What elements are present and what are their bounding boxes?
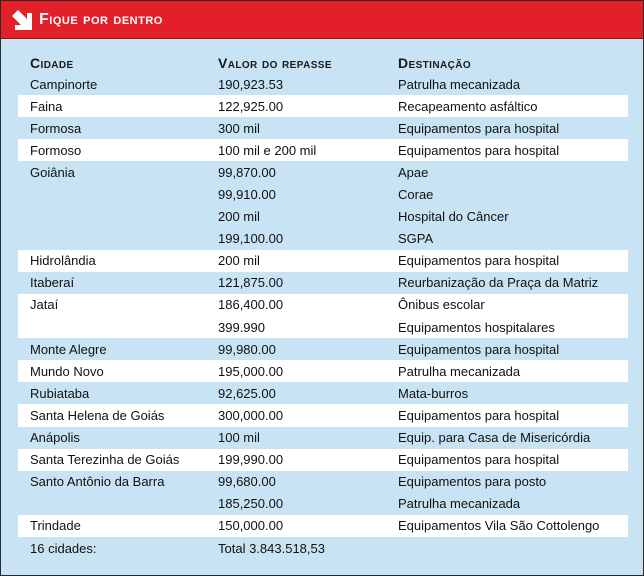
value-cell: 200 mil xyxy=(218,209,260,225)
destination-cell: Apae xyxy=(398,164,429,180)
destination-cell: Equipamentos hospitalares xyxy=(398,319,555,335)
city-cell: Goiânia xyxy=(30,164,75,180)
table-row xyxy=(18,183,628,205)
table-row xyxy=(18,228,628,250)
city-cell: Santo Antônio da Barra xyxy=(30,474,165,490)
value-cell: 99,680.00 xyxy=(218,474,276,490)
value-cell: 100 mil e 200 mil xyxy=(218,142,317,158)
destination-cell: Reurbanização da Praça da Matriz xyxy=(398,275,599,291)
value-cell: 200 mil xyxy=(218,253,260,269)
value-cell: 122,925.00 xyxy=(218,98,284,114)
city-cell: Santa Terezinha de Goiás xyxy=(30,452,180,468)
destination-cell: Patrulha mecanizada xyxy=(398,496,521,512)
destination-cell: Corae xyxy=(398,187,434,203)
city-cell: 16 cidades: xyxy=(30,540,97,556)
table-row xyxy=(18,360,628,382)
city-cell: Trindade xyxy=(30,518,81,534)
value-cell: 199,990.00 xyxy=(218,452,284,468)
city-cell: Hidrolândia xyxy=(30,253,96,269)
value-cell: 99,870.00 xyxy=(218,164,276,180)
column-header-destination: Destinação xyxy=(398,55,472,71)
column-header-value: Valor do repasse xyxy=(218,55,332,71)
table-row xyxy=(18,427,628,449)
value-cell: 99,980.00 xyxy=(218,341,276,357)
table-row xyxy=(18,139,628,161)
box-header xyxy=(1,1,643,39)
city-cell: Mundo Novo xyxy=(30,363,104,379)
column-header-city: Cidade xyxy=(30,55,74,71)
destination-cell: Hospital do Câncer xyxy=(398,209,509,225)
value-cell: 300,000.00 xyxy=(218,407,284,423)
value-cell: 186,400.00 xyxy=(218,297,284,313)
table-row xyxy=(18,161,628,183)
arrow-down-right-icon xyxy=(11,9,33,31)
city-cell: Formoso xyxy=(30,142,82,158)
table-row xyxy=(18,382,628,404)
destination-cell: Equip. para Casa de Misericórdia xyxy=(398,430,591,446)
city-cell: Santa Helena de Goiás xyxy=(30,407,165,423)
table-row xyxy=(18,493,628,515)
value-cell: 199,100.00 xyxy=(218,231,284,247)
box-title: Fique por dentro xyxy=(39,11,163,28)
table-row xyxy=(18,449,628,471)
destination-cell: Equipamentos para hospital xyxy=(398,452,560,468)
value-cell: 195,000.00 xyxy=(218,363,284,379)
destination-cell: Equipamentos para hospital xyxy=(398,341,560,357)
table-row xyxy=(18,250,628,272)
destination-cell: Equipamentos para hospital xyxy=(398,120,560,136)
destination-cell: Mata-burros xyxy=(398,385,469,401)
value-cell: 150,000.00 xyxy=(218,518,284,534)
destination-cell: SGPA xyxy=(398,231,434,247)
destination-cell: Ônibus escolar xyxy=(398,297,485,313)
city-cell: Rubiataba xyxy=(30,385,90,401)
table-row xyxy=(18,316,628,338)
table-row xyxy=(18,338,628,360)
table-header-row xyxy=(18,53,628,73)
destination-cell: Equipamentos para hospital xyxy=(398,142,560,158)
table-row xyxy=(18,117,628,139)
table-row xyxy=(18,471,628,493)
destination-cell: Patrulha mecanizada xyxy=(398,76,521,92)
city-cell: Anápolis xyxy=(30,430,80,446)
city-cell: Campinorte xyxy=(30,76,98,92)
table-body xyxy=(18,73,628,559)
city-cell: Formosa xyxy=(30,120,82,136)
destination-cell: Equipamentos para posto xyxy=(398,474,547,490)
destination-cell: Equipamentos para hospital xyxy=(398,253,560,269)
table-row xyxy=(18,206,628,228)
value-cell: 190,923.53 xyxy=(218,76,284,92)
city-cell: Faina xyxy=(30,98,63,114)
table-row xyxy=(18,73,628,95)
value-cell: 300 mil xyxy=(218,120,260,136)
value-cell: 399.990 xyxy=(218,319,265,335)
value-cell: 92,625.00 xyxy=(218,385,276,401)
value-cell: 100 mil xyxy=(218,430,260,446)
table-row xyxy=(18,294,628,316)
value-cell: 185,250.00 xyxy=(218,496,284,512)
table-row xyxy=(18,404,628,426)
destination-cell: Patrulha mecanizada xyxy=(398,363,521,379)
city-cell: Itaberaí xyxy=(30,275,75,291)
table-row xyxy=(18,537,628,559)
value-cell: Total 3.843.518,53 xyxy=(218,540,325,556)
destination-cell: Recapeamento asfáltico xyxy=(398,98,538,114)
table-row xyxy=(18,515,628,537)
city-cell: Monte Alegre xyxy=(30,341,107,357)
value-cell: 121,875.00 xyxy=(218,275,284,291)
value-cell: 99,910.00 xyxy=(218,187,276,203)
transfers-table xyxy=(18,53,628,559)
destination-cell: Equipamentos para hospital xyxy=(398,407,560,423)
city-cell: Jataí xyxy=(30,297,59,313)
destination-cell: Equipamentos Vila São Cottolengo xyxy=(398,518,600,534)
table-row xyxy=(18,95,628,117)
table-row xyxy=(18,272,628,294)
